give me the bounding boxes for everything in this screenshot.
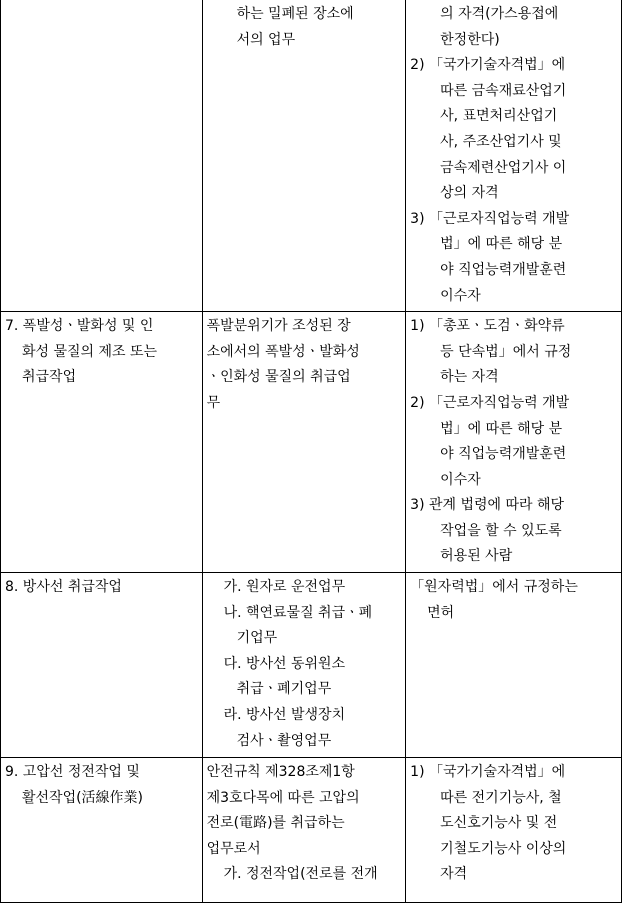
cell-text-line: 2) 「국가기술자격법」에 bbox=[410, 57, 566, 74]
cell-text-line: 야 직업능력개발훈련 bbox=[440, 261, 567, 278]
cell-text-line: 작업을 할 수 있도록 bbox=[440, 522, 562, 539]
work-type-cell bbox=[1, 758, 203, 903]
cell-text-line: 야 직업능력개발훈련 bbox=[440, 446, 567, 463]
cell-text-line: 1) 「총포ㆍ도검ㆍ화약류 bbox=[410, 318, 565, 335]
work-type-cell bbox=[1, 573, 203, 758]
cell-text-line: 9. 고압선 정전작업 및 bbox=[5, 764, 140, 781]
cell-text-line: 「원자력법」에서 규정하는 bbox=[410, 579, 578, 596]
cell-text-line: 폭발분위기가 조성된 장 bbox=[206, 318, 351, 335]
work-detail-cell bbox=[202, 312, 406, 573]
cell-text-line: 무 bbox=[206, 394, 221, 411]
work-type-cell bbox=[1, 312, 203, 573]
cell-text-line: 전로(電路)를 취급하는 bbox=[206, 815, 345, 832]
cell-text-line: 1) 「국가기술자격법」에 bbox=[410, 764, 566, 781]
cell-text-line: 화성 물질의 제조 또는 bbox=[22, 343, 158, 360]
cell-text-line: 사, 주조산업기사 및 bbox=[440, 133, 562, 150]
cell-text-line: 상의 자격 bbox=[440, 185, 499, 202]
cell-text-line: ㆍ인화성 물질의 취급업 bbox=[206, 369, 351, 386]
cell-text-line: 따른 금속재료산업기 bbox=[440, 82, 567, 99]
cell-text-line: 금속제련산업기사 이 bbox=[440, 159, 567, 176]
cell-text-line: 하는 자격 bbox=[440, 369, 499, 386]
cell-text-line: 따른 전기기능사, 철 bbox=[440, 789, 562, 806]
cell-text-line: 하는 밀폐된 장소에 bbox=[236, 6, 354, 22]
cell-text-line: 나. 핵연료물질 취급ㆍ폐 bbox=[223, 604, 373, 621]
table-row bbox=[1, 573, 622, 758]
cell-text-line: 이수자 bbox=[440, 287, 481, 304]
cell-text-line: 자격 bbox=[440, 866, 468, 883]
cell-text-line: 3) 관계 법령에 따라 해당 bbox=[410, 497, 565, 514]
table-row bbox=[1, 312, 622, 573]
cell-text-line: 취급ㆍ폐기업무 bbox=[236, 681, 332, 698]
table-row bbox=[1, 758, 622, 903]
cell-text-line: 도신호기능사 및 전 bbox=[440, 815, 558, 832]
cell-text-line: 의 자격(가스용접에 bbox=[440, 6, 559, 22]
work-detail-cell bbox=[202, 573, 406, 758]
work-type-cell bbox=[1, 0, 203, 312]
qualification-cell bbox=[406, 312, 622, 573]
cell-text-line: 한정한다) bbox=[440, 31, 500, 48]
cell-text-line: 제3호다목에 따른 고압의 bbox=[206, 789, 360, 806]
cell-text-line: 라. 방사선 발생장치 bbox=[223, 707, 346, 724]
cell-text-line: 허용된 사람 bbox=[440, 548, 513, 565]
table-row bbox=[1, 0, 622, 312]
cell-text-line: 기철도기능사 이상의 bbox=[440, 840, 567, 857]
qualification-cell bbox=[406, 758, 622, 903]
cell-text-line: 서의 업무 bbox=[236, 31, 296, 48]
cell-text-line: 업무로서 bbox=[206, 840, 261, 857]
cell-text-line: 안전규칙 제328조제1항 bbox=[206, 764, 355, 781]
cell-text-line: 소에서의 폭발성ㆍ발화성 bbox=[206, 343, 360, 360]
cell-text-line: 이수자 bbox=[440, 471, 481, 488]
work-detail-cell bbox=[202, 0, 406, 312]
work-detail-cell bbox=[202, 758, 406, 903]
cell-text-line: 8. 방사선 취급작업 bbox=[5, 579, 122, 596]
qualification-cell bbox=[406, 0, 622, 312]
cell-text-line: 등 단속법」에서 규정 bbox=[440, 343, 572, 360]
cell-text-line: 법」에 따른 해당 분 bbox=[440, 236, 563, 253]
cell-text-line: 기업무 bbox=[236, 630, 278, 647]
qualification-cell bbox=[406, 573, 622, 758]
cell-text-line: 가. 정전작업(전로를 전개 bbox=[223, 866, 378, 883]
cell-text-line: 2) 「근로자직업능력 개발 bbox=[410, 394, 570, 411]
cell-text-line: 법」에 따른 해당 분 bbox=[440, 420, 563, 437]
cell-text-line: 다. 방사선 동위원소 bbox=[223, 655, 346, 672]
cell-text-line: 가. 원자로 운전업무 bbox=[223, 579, 346, 596]
cell-text-line: 3) 「근로자직업능력 개발 bbox=[410, 210, 570, 227]
cell-text-line: 취급작업 bbox=[22, 369, 77, 386]
cell-text-line: 활선작업(活線作業) bbox=[22, 789, 144, 806]
table-body bbox=[1, 0, 622, 903]
cell-text-line: 면허 bbox=[427, 604, 455, 621]
cell-text-line: 사, 표면처리산업기 bbox=[440, 108, 558, 125]
cell-text-line: 검사ㆍ촬영업무 bbox=[236, 732, 332, 749]
cell-text-line: 7. 폭발성ㆍ발화성 및 인 bbox=[5, 318, 154, 335]
